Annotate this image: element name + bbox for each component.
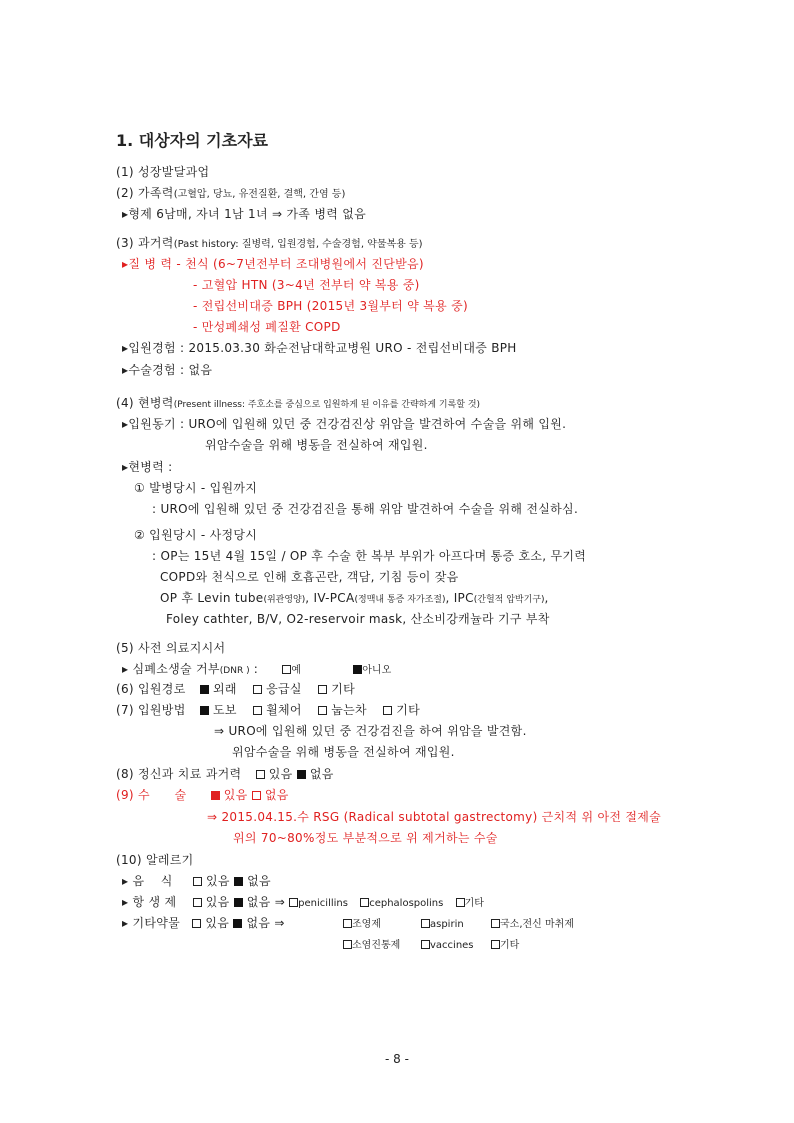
surgery-no-label: 없음 <box>264 788 289 802</box>
drug-contrast-checkbox[interactable] <box>343 919 352 928</box>
method-wheelchair-label: 휠체어 <box>266 703 302 717</box>
otherdrug-yes-label: 있음 <box>205 916 230 930</box>
dnr-yes-checkbox[interactable] <box>282 665 291 674</box>
route-emergency-label: 응급실 <box>266 682 302 696</box>
dnr-label: ▸ 심폐소생술 거부 <box>122 662 220 676</box>
drug-anesthetic-label: 국소,전신 마취제 <box>500 919 574 930</box>
dnr-note: (DNR ) <box>219 666 250 676</box>
antibiotic-no-checkbox[interactable] <box>234 898 243 907</box>
admission-method-row <box>116 702 420 718</box>
admission-state-title: ② 입원당시 - 사정당시 <box>134 528 258 542</box>
psych-yes-label: 있음 <box>268 767 293 781</box>
surgery-row <box>116 787 289 803</box>
psych-no-checkbox[interactable] <box>297 770 306 779</box>
method-walk-checkbox[interactable] <box>200 706 209 715</box>
allergy-antibiotic-row <box>122 894 484 912</box>
allergy-food-row <box>122 873 271 889</box>
drug-opt-aspirin <box>421 915 464 933</box>
onset-title: ① 발병당시 - 입원까지 <box>134 481 258 495</box>
disease-history-2: - 고혈압 HTN (3~4년 전부터 약 복용 중) <box>193 278 420 292</box>
route-other-checkbox[interactable] <box>318 685 327 694</box>
devices-text-e: , IPC <box>445 591 474 605</box>
drug-vaccines-label: vaccines <box>430 940 474 951</box>
admission-history: ▸입원경험 : 2015.03.30 화순전남대학교병원 URO - 전립선비대증 BPH <box>122 341 517 355</box>
surgery-no-checkbox[interactable] <box>252 791 261 800</box>
drug-vaccines-checkbox[interactable] <box>421 940 430 949</box>
antibiotic-no-label: 없음 <box>246 895 271 909</box>
disease-history-1: ▸질 병 력 - 천식 (6~7년전부터 조대병원에서 진단받음) <box>122 257 424 271</box>
otherdrug-arrow: ⇒ <box>274 916 285 930</box>
psych-history-label: (8) 정신과 치료 과거력 <box>116 767 242 781</box>
allergy-antibiotic-label: ▸ 항 생 제 <box>122 895 177 909</box>
dnr-colon: : <box>253 662 259 676</box>
admission-state-text-4: Foley cathter, B/V, O2-reservoir mask, 산소비강캐뉼라 기구 부착 <box>166 612 550 626</box>
food-no-checkbox[interactable] <box>234 877 243 886</box>
surgery-detail-2: 위의 70~80%정도 부분적으로 위 제거하는 수술 <box>233 831 498 845</box>
family-history-heading <box>116 185 345 203</box>
method-stretcher-label: 눕는차 <box>331 703 367 717</box>
disease-history-3: - 전립선비대증 BPH (2015년 3월부터 약 복용 중) <box>193 299 468 313</box>
method-walk-label: 도보 <box>212 703 237 717</box>
route-outpatient-checkbox[interactable] <box>200 685 209 694</box>
allergy-heading: (10) 알레르기 <box>116 853 194 867</box>
surgery-yes-checkbox[interactable] <box>211 791 220 800</box>
allergy-food-label: ▸ 음 식 <box>122 874 173 888</box>
psych-yes-checkbox[interactable] <box>256 770 265 779</box>
advance-directive-heading: (5) 사전 의료지시서 <box>116 641 226 655</box>
drug-opt-anesthetic <box>491 915 574 933</box>
admission-motive-2: 위암수술을 위해 병동을 전실하여 재입원. <box>205 438 428 452</box>
otherdrug-yes-checkbox[interactable] <box>192 919 201 928</box>
current-illness-label: ▸현병력 : <box>122 460 173 474</box>
drug-opt-other <box>491 936 519 954</box>
past-history-heading <box>116 235 423 253</box>
page-number: - 8 - <box>385 1052 409 1066</box>
otherdrug-no-label: 없음 <box>246 916 271 930</box>
ab-cephalospolins-label: cephalospolins <box>369 898 444 909</box>
food-yes-checkbox[interactable] <box>193 877 202 886</box>
surgery-label: (9) 수 술 <box>116 788 187 802</box>
method-other-label: 기타 <box>396 703 421 717</box>
antibiotic-yes-label: 있음 <box>205 895 230 909</box>
psych-history-row <box>116 766 334 782</box>
drug-other-checkbox[interactable] <box>491 940 500 949</box>
ab-other-checkbox[interactable] <box>456 898 465 907</box>
dnr-no-checkbox[interactable] <box>353 665 362 674</box>
disease-history-4: - 만성폐쇄성 폐질환 COPD <box>193 320 341 334</box>
admission-state-text-2: COPD와 천식으로 인해 호흡곤란, 객담, 기침 등이 잦음 <box>160 570 459 584</box>
section-title: 1. 대상자의 기초자료 <box>116 131 268 150</box>
admission-motive-1: ▸입원동기 : URO에 입원해 있던 중 건강검진상 위암을 발견하여 수술을 위해 입원. <box>122 417 567 431</box>
devices-note-f: (간헐적 압박기구) <box>473 595 545 605</box>
devices-note-d: (정맥내 통증 자가조절) <box>354 595 446 605</box>
route-emergency-checkbox[interactable] <box>253 685 262 694</box>
dnr-no-label: 아니오 <box>362 665 392 676</box>
surgery-history: ▸수술경험 : 없음 <box>122 363 213 377</box>
route-outpatient-label: 외래 <box>212 682 237 696</box>
devices-text-a: OP 후 Levin tube <box>160 591 264 605</box>
admission-route-row <box>116 681 355 697</box>
admission-method-detail-1: ⇒ URO에 입원해 있던 중 건강검진을 하여 위암을 발견함. <box>214 724 527 738</box>
drug-opt-nsaid <box>343 936 400 954</box>
drug-opt-vaccines <box>421 936 474 954</box>
antibiotic-yes-checkbox[interactable] <box>193 898 202 907</box>
admission-state-text-3 <box>160 590 549 608</box>
admission-method-detail-2: 위암수술을 위해 병동을 전실하여 재입원. <box>232 745 455 759</box>
drug-aspirin-label: aspirin <box>430 919 464 930</box>
surgery-detail-1: ⇒ 2015.04.15.수 RSG (Radical subtotal gastrectomy) 근치적 위 아전 절제술 <box>207 810 662 824</box>
devices-note-a: (위관영양) <box>263 595 306 605</box>
growth-task-heading: (1) 성장발달과업 <box>116 165 210 179</box>
otherdrug-no-checkbox[interactable] <box>233 919 242 928</box>
past-history-label: (3) 과거력 <box>116 236 174 250</box>
surgery-yes-label: 있음 <box>223 788 248 802</box>
ab-other-label: 기타 <box>464 898 484 909</box>
dnr-yes-label: 예 <box>291 665 301 676</box>
dnr-row <box>122 661 391 679</box>
food-yes-label: 있음 <box>206 874 230 888</box>
admission-method-label: (7) 입원방법 <box>116 703 186 717</box>
allergy-otherdrug-label: ▸ 기타약물 <box>122 916 181 930</box>
method-other-checkbox[interactable] <box>383 706 392 715</box>
drug-nsaid-checkbox[interactable] <box>343 940 352 949</box>
ab-penicillins-label: penicillins <box>298 898 348 909</box>
admission-route-label: (6) 입원경로 <box>116 682 186 696</box>
drug-other-label: 기타 <box>500 940 520 951</box>
drug-opt-contrast <box>343 915 381 933</box>
drug-aspirin-checkbox[interactable] <box>421 919 430 928</box>
drug-contrast-label: 조영제 <box>352 919 381 930</box>
admission-state-text-1: : OP는 15년 4월 15일 / OP 후 수술 한 복부 부위가 아프다며 통증 호소, 무기력 <box>152 549 587 563</box>
drug-nsaid-label: 소염진통제 <box>352 940 401 951</box>
method-stretcher-checkbox[interactable] <box>318 706 327 715</box>
psych-no-label: 없음 <box>309 767 334 781</box>
ab-cephalospolins-checkbox[interactable] <box>360 898 369 907</box>
allergy-otherdrug-row <box>122 915 285 931</box>
family-history-line: ▸형제 6남매, 자녀 1남 1녀 ⇒ 가족 병력 없음 <box>122 207 367 221</box>
drug-anesthetic-checkbox[interactable] <box>491 919 500 928</box>
present-illness-label: (4) 현병력 <box>116 396 174 410</box>
ab-penicillins-checkbox[interactable] <box>289 898 298 907</box>
onset-text: : URO에 입원해 있던 중 건강검진을 통해 위암 발견하여 수술을 위해 전실하심. <box>152 502 579 516</box>
antibiotic-arrow: ⇒ <box>274 895 286 909</box>
food-no-label: 없음 <box>247 874 271 888</box>
family-history-label: (2) 가족력 <box>116 186 174 200</box>
devices-text-g: , <box>544 591 549 605</box>
devices-text-c: , IV-PCA <box>305 591 355 605</box>
family-history-note: (고혈압, 당뇨, 유전질환, 결핵, 간염 등) <box>173 189 346 200</box>
route-other-label: 기타 <box>331 682 355 696</box>
method-wheelchair-checkbox[interactable] <box>253 706 262 715</box>
present-illness-heading <box>116 395 480 413</box>
present-illness-note: (Present illness: 주호소를 중심으로 입원하게 된 이유를 간략하게 기록할 것) <box>173 400 481 410</box>
past-history-note: (Past history: 질병력, 입원경험, 수술경험, 약물복용 등) <box>173 239 423 250</box>
